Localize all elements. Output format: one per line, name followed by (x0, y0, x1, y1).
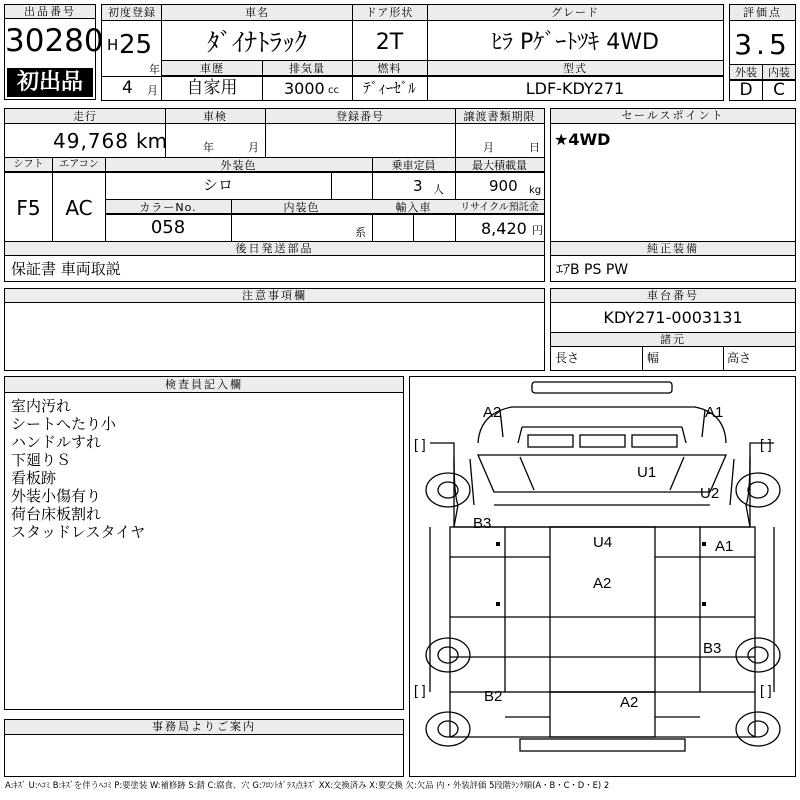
diagram-bracket: [ ] (414, 436, 426, 452)
color-no-value: 058 (150, 217, 186, 238)
transfer-month-unit: 月 (483, 141, 494, 154)
ext-color-label: 外装色 (220, 159, 257, 172)
ext-score-label: 外装 (735, 66, 757, 79)
legend-text: A:ｷｽﾞ U:ﾍｺﾐ B:ｷｽﾞを伴うﾍｺﾐ P:要塗装 W:補修跡 S:錆 C:腐食、穴 G:ﾌﾛﾝﾄｶﾞﾗｽ点ｷｽﾞ XX:交換済み X:要交換 欠:欠品 内・外装評価 5段階ﾗﾝｸ順(A・B・C・D・E) 2 (5, 780, 610, 790)
damage-mark: B3 (473, 515, 492, 532)
recycle-label: リサイクル預託金 (460, 202, 539, 213)
diagram-bracket: [ ] (760, 436, 772, 452)
score-label: 評価点 (730, 5, 795, 21)
max-load-value: 900 (489, 177, 518, 195)
remark-item: シートへたり小 (11, 415, 117, 433)
genuine-value: ｴｱB PS PW (556, 262, 629, 278)
remark-item: 荷台床板割れ (11, 505, 102, 523)
header-row-box (101, 4, 724, 101)
car-name-value: ﾀﾞｲﾅﾄﾗｯｸ (206, 28, 307, 57)
sales-point-value: ★4WD (554, 130, 611, 149)
shift-value: F5 (16, 196, 41, 220)
remark-item: スタッドレスタイヤ (11, 523, 146, 541)
mileage-value: 49,768 (53, 129, 129, 153)
damage-diagram (409, 376, 796, 777)
first-reg-year-unit: 年 (149, 63, 160, 76)
history-label: 車歴 (200, 62, 224, 75)
mileage-label: 走行 (73, 110, 97, 123)
notes-box (4, 288, 545, 371)
damage-mark: B3 (703, 640, 722, 657)
inspection-label: 車検 (203, 110, 227, 123)
genuine-equipment-box (550, 241, 796, 282)
score-value: 3.5 (734, 28, 791, 61)
first-listing-badge: 初出品 (7, 68, 93, 97)
grade-label: グレード (551, 6, 599, 19)
color-no-label: カラーNo. (139, 201, 197, 214)
int-color-label: 内装色 (283, 201, 320, 214)
dims-length-label: 長さ (555, 351, 580, 365)
first-reg-month-unit: 月 (147, 84, 158, 97)
history-value: 自家用 (186, 78, 238, 98)
damage-mark: A2 (593, 575, 612, 592)
inspector-remarks-list (11, 397, 145, 541)
remark-item: 看板跡 (11, 469, 57, 487)
displacement-unit: cc (328, 85, 339, 96)
office-box (4, 719, 404, 777)
sales-point-label: セールスポイント (551, 109, 795, 124)
displacement-label: 排気量 (289, 62, 325, 75)
fuel-value: ﾃﾞｨｰｾﾞﾙ (363, 79, 416, 97)
score-box (729, 4, 796, 101)
displacement-value: 3000 (284, 79, 325, 98)
ext-score: D (739, 80, 753, 100)
car-name-label: 車名 (245, 6, 269, 19)
dims-height-label: 高さ (727, 351, 752, 365)
truck-diagram (410, 377, 795, 776)
capacity-unit: 人 (433, 183, 444, 196)
chassis-label: 車台番号 (551, 289, 795, 303)
capacity-label: 乗車定員 (391, 159, 436, 172)
lot-number-label: 出品番号 (5, 5, 95, 19)
remark-item: ハンドルすれ (11, 433, 102, 451)
first-reg-label: 初度登録 (108, 6, 156, 19)
inspector-label: 検査員記入欄 (5, 377, 403, 393)
model-value: LDF-KDY271 (525, 79, 625, 98)
int-color-unit: 系 (355, 226, 366, 239)
aircon-label: エアコン (59, 159, 99, 170)
recycle-value: 8,420 (481, 219, 527, 238)
inspection-year-unit: 年 (203, 141, 214, 154)
dims-width-label: 幅 (647, 351, 660, 365)
inspector-box (4, 376, 404, 710)
first-reg-era: H (107, 36, 119, 54)
capacity-value: 3 (413, 177, 423, 195)
dims-label: 諸元 (551, 333, 795, 347)
first-reg-month: 4 (122, 78, 133, 98)
shift-label: シフト (13, 159, 44, 170)
details-box (4, 108, 545, 282)
ext-color-value: シロ (202, 176, 233, 194)
genuine-label: 純正装備 (551, 242, 795, 256)
damage-mark: A2 (483, 404, 502, 421)
damage-mark: B2 (484, 688, 503, 705)
first-reg-year: 25 (119, 30, 153, 60)
damage-mark: U4 (593, 534, 613, 551)
chassis-value: KDY271-0003131 (603, 308, 743, 327)
max-load-label: 最大積載量 (472, 159, 527, 172)
fuel-label: 燃料 (377, 62, 402, 75)
chassis-box (550, 288, 796, 371)
office-label: 事務局よりご案内 (5, 720, 403, 735)
inspection-month-unit: 月 (248, 141, 259, 154)
int-score-label: 内装 (768, 66, 790, 79)
grade-value: ﾋﾗ Pｹﾞｰﾄﾂｷ 4WD (491, 30, 659, 55)
remark-item: 室内汚れ (11, 397, 72, 415)
notes-label: 注意事項欄 (5, 289, 544, 303)
mileage-unit: km (136, 129, 168, 153)
damage-mark: A2 (620, 694, 639, 711)
later-parts-value: 保証書 車両取説 (11, 260, 121, 278)
damage-mark: A1 (705, 404, 724, 421)
damage-mark: A1 (715, 538, 734, 555)
lot-number-box (4, 4, 104, 100)
transfer-label: 譲渡書類期限 (463, 110, 536, 123)
door-label: ドア形状 (365, 6, 414, 19)
recycle-unit: 円 (532, 224, 543, 237)
door-value: 2T (375, 30, 404, 55)
lot-number: 30280 (5, 23, 104, 59)
later-parts-label: 後日発送部品 (5, 242, 544, 256)
import-label: 輸入車 (395, 201, 432, 214)
aircon-value: AC (65, 196, 93, 220)
model-label: 型式 (563, 62, 587, 75)
remark-item: 外装小傷有り (11, 487, 102, 505)
max-load-unit: kg (529, 185, 542, 196)
sales-point-box (550, 108, 796, 242)
diagram-bracket: [ ] (760, 682, 772, 698)
transfer-day-unit: 日 (529, 141, 540, 154)
diagram-bracket: [ ] (414, 682, 426, 698)
reg-no-label: 登録番号 (336, 110, 384, 123)
int-score: C (773, 80, 785, 100)
damage-mark: U2 (700, 485, 720, 502)
damage-mark: U1 (637, 464, 657, 481)
remark-item: 下廻りＳ (11, 451, 72, 469)
